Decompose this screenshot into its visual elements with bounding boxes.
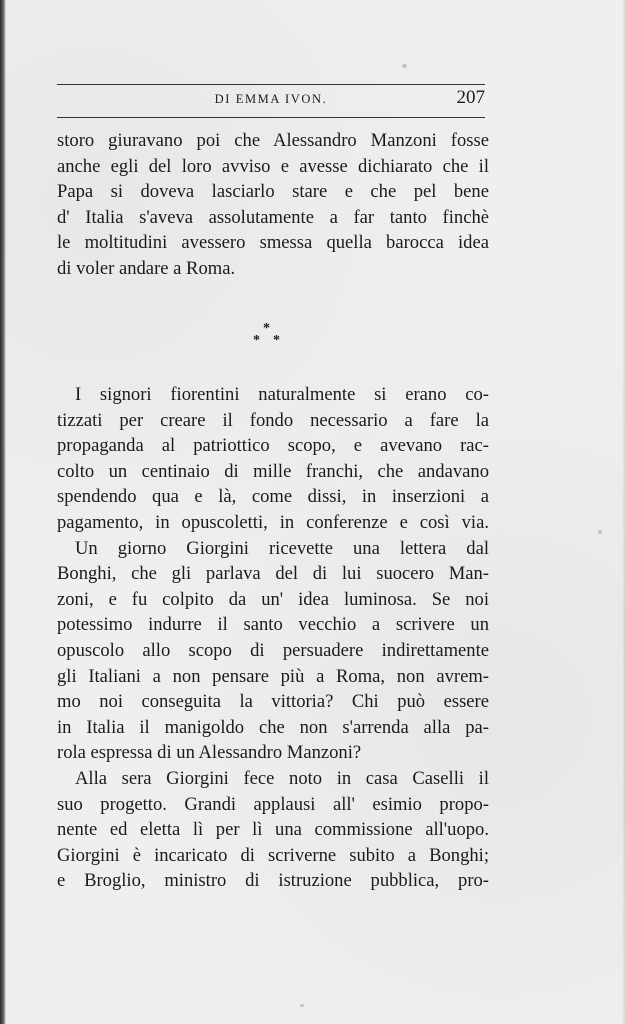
page-binding-edge (0, 0, 6, 1024)
paper-speck (300, 1004, 304, 1007)
running-title: DI EMMA IVON. (214, 92, 328, 106)
text-line: di voler andare a Roma. (57, 257, 236, 279)
text-line: mo noi conseguita la vittoria? Chi può essere (57, 691, 489, 713)
paragraph-continued (57, 128, 489, 282)
asterisk: * (253, 333, 260, 348)
text-line: le moltitudini avessero smessa quella barocca idea (57, 232, 489, 254)
text-line: spendendo qua e là, come dissi, in inserzioni a (57, 486, 489, 508)
header-rule-top (57, 84, 485, 85)
text-line: Papa si doveva lasciarlo stare e che pel bene (57, 181, 489, 203)
text-line: Un giorno Giorgini ricevette una lettera dal (75, 537, 489, 559)
section-break-asterism (244, 322, 294, 356)
page-number: 207 (456, 87, 485, 108)
paper-speck (598, 530, 602, 534)
text-line: Bonghi, che gli parlava del di lui suocero Man- (57, 563, 489, 585)
text-line: nente ed eletta lì per lì una commissione all'uopo. (57, 819, 489, 841)
page-header (57, 84, 485, 120)
text-line: d' Italia s'aveva assolutamente a far tanto finchè (57, 206, 489, 228)
text-line: I signori fiorentini naturalmente si erano co- (75, 384, 489, 405)
text-line: zoni, e fu colpito da un' idea luminosa. Se noi (57, 588, 489, 610)
text-line: opuscolo allo scopo di persuadere indirettamente (57, 639, 489, 661)
text-line: colto un centinaio di mille franchi, che andavano (57, 460, 489, 482)
text-line: Alla sera Giorgini fece noto in casa Caselli il (75, 767, 489, 789)
text-line: tizzati per creare il fondo necessario a fare la (57, 409, 489, 431)
text-line: gli Italiani a non pensare più a Roma, non avrem- (57, 665, 489, 687)
header-rule-bottom (57, 117, 485, 118)
main-text (57, 382, 489, 894)
text-line: Giorgini è incaricato di scriverne subito a Bonghi; (57, 844, 489, 866)
text-line: storo giuravano poi che Alessandro Manzoni fosse (57, 130, 489, 151)
text-line: rola espressa di un Alessandro Manzoni? (57, 742, 362, 764)
text-line: propaganda al patriottico scopo, e avevano rac- (57, 435, 489, 457)
text-line: in Italia il manigoldo che non s'arrenda alla pa- (57, 716, 489, 738)
text-line: e Broglio, ministro di istruzione pubblica, pro- (57, 870, 489, 892)
text-line: suo progetto. Grandi applausi all' esimio propo- (57, 793, 489, 815)
page-right-edge (622, 0, 626, 1024)
text-line: anche egli del loro avviso e avesse dichiarato che il (57, 155, 489, 177)
asterisk: * (263, 321, 270, 336)
text-line: potessimo indurre il santo vecchio a scrivere un (57, 614, 489, 636)
asterisk: * (273, 333, 280, 348)
paper-speck (402, 64, 407, 68)
text-line: pagamento, in opuscoletti, in conferenze e così via. (57, 511, 489, 533)
